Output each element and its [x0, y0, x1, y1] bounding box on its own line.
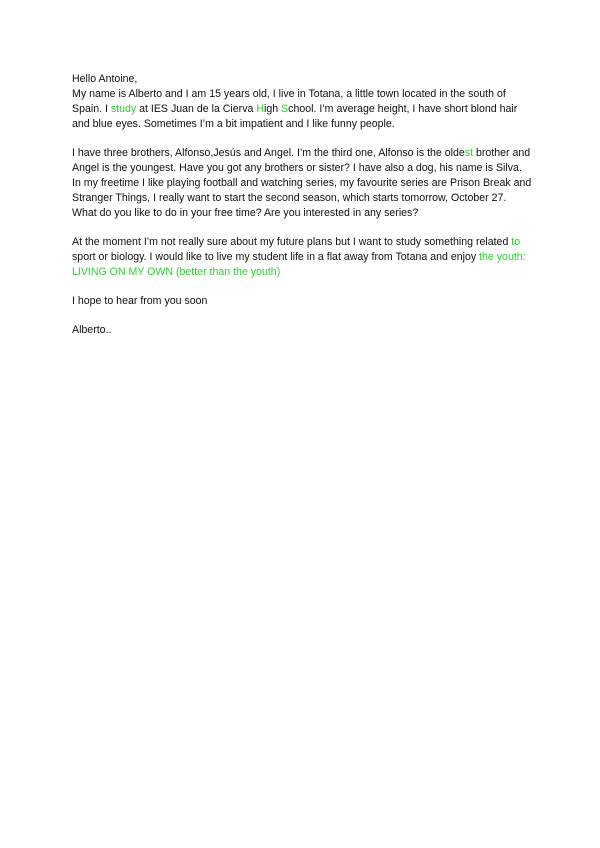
highlighted-text: the youth: LIVING ON MY OWN (better than the youth): [72, 251, 526, 278]
closing-line: I hope to hear from you soon: [72, 295, 208, 307]
highlighted-text: S: [281, 103, 289, 115]
text-run: At the moment I’m not really sure about my future plans but I want to study something related: [72, 236, 512, 248]
highlighted-text: to: [511, 236, 521, 248]
greeting-line: Hello Antoine,: [72, 73, 138, 85]
paragraph-family-hobbies: [72, 146, 532, 221]
signature: Alberto..: [72, 324, 112, 336]
highlighted-text: H: [256, 103, 264, 115]
letter-body: [72, 72, 532, 352]
text-run: chool. I’m average height, I have short blond hair and blue eyes. Sometimes I’m a bit impatient and I like funny people.: [72, 103, 518, 130]
paragraph-self-description: [72, 88, 517, 130]
text-run: igh: [264, 103, 282, 115]
intro-paragraph: [72, 72, 532, 132]
text-run: My name is Alberto and I am 15 years old, I live in Totana, a little town located in the south of Spain. I: [72, 88, 506, 115]
text-run: I have three brothers, Alfonso,Jesús and Angel. I’m the third one, Alfonso is the olde: [72, 147, 465, 159]
paragraph-future-plans: [72, 235, 532, 280]
highlighted-text: st: [464, 147, 474, 159]
text-run: brother and Angel is the youngest. Have you got any brothers or sister? I have also a dog, his name is Silva. In my freetime I like playing football and watching series, my favourite series are Prison Break and Stranger Things, I really want to start the second season, which starts tomorrow, October 27. What do you like to do in your free time? Are you interested in any series?: [72, 147, 532, 219]
text-run: sport or biology. I would like to live my student life in a flat away from Totana and enjoy: [72, 251, 480, 263]
text-run: at IES Juan de la Cierva: [136, 103, 257, 115]
highlighted-text: study: [110, 103, 137, 115]
